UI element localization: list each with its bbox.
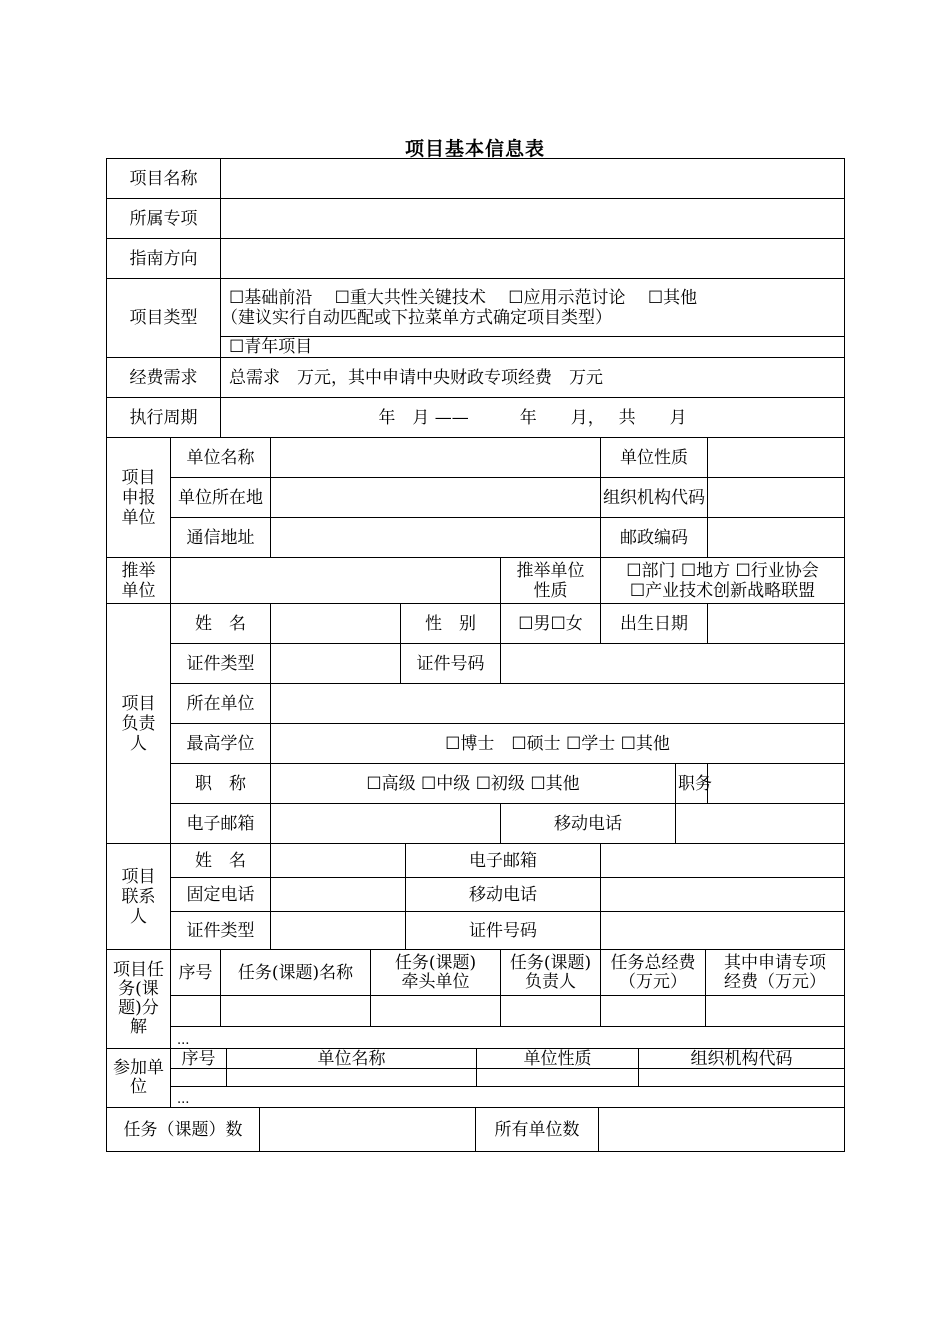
row-applicant-3 bbox=[107, 518, 845, 558]
unit-name-field[interactable] bbox=[271, 438, 601, 478]
participants-cell[interactable] bbox=[639, 1069, 845, 1087]
org-code-label: 组织机构代码 bbox=[601, 478, 708, 518]
post-label: 职务 bbox=[676, 764, 708, 804]
contact-mobile-label: 移动电话 bbox=[406, 878, 601, 912]
address-label: 通信地址 bbox=[171, 518, 271, 558]
tasks-cell[interactable] bbox=[171, 996, 221, 1027]
row-project-type bbox=[107, 279, 845, 337]
tasks-group-label: 项目任务(课题)分解 bbox=[107, 950, 171, 1049]
unit-name-label: 单位名称 bbox=[171, 438, 271, 478]
row-leader-6 bbox=[107, 804, 845, 844]
contact-id-number-label: 证件号码 bbox=[406, 912, 601, 950]
participants-cell[interactable] bbox=[477, 1069, 639, 1087]
recommend-options-line1[interactable]: ☐部门 ☐地方 ☐行业协会 bbox=[626, 560, 819, 581]
contact-id-type-field[interactable] bbox=[271, 912, 406, 950]
contact-id-type-label: 证件类型 bbox=[171, 912, 271, 950]
contact-phone-field[interactable] bbox=[271, 878, 406, 912]
row-contact-2 bbox=[107, 878, 845, 912]
degree-options[interactable]: ☐博士 ☐硕士 ☐学士 ☐其他 bbox=[271, 724, 845, 764]
project-type-label: 项目类型 bbox=[107, 279, 221, 358]
row-contact-3 bbox=[107, 912, 845, 950]
unit-count-label: 所有单位数 bbox=[476, 1108, 599, 1152]
tasks-header-4: 任务总经费（万元） bbox=[601, 950, 706, 996]
participants-header-3: 组织机构代码 bbox=[639, 1049, 845, 1069]
leader-id-number-field[interactable] bbox=[501, 644, 845, 684]
row-recommend bbox=[107, 558, 845, 604]
row-special bbox=[107, 199, 845, 239]
postcode-label: 邮政编码 bbox=[601, 518, 708, 558]
row-leader-5 bbox=[107, 764, 845, 804]
contact-mobile-field[interactable] bbox=[601, 878, 845, 912]
participants-header-2: 单位性质 bbox=[477, 1049, 639, 1069]
tasks-header-5: 其中申请专项经费（万元） bbox=[706, 950, 845, 996]
row-applicant-1 bbox=[107, 438, 845, 478]
row-leader-3 bbox=[107, 684, 845, 724]
tasks-ellipsis: ... bbox=[171, 1027, 845, 1049]
row-fund bbox=[107, 358, 845, 398]
row-applicant-2 bbox=[107, 478, 845, 518]
recommend-options-line2[interactable]: ☐产业技术创新战略联盟 bbox=[629, 580, 816, 601]
special-field[interactable] bbox=[221, 199, 845, 239]
degree-label: 最高学位 bbox=[171, 724, 271, 764]
row-contact-1 bbox=[107, 844, 845, 878]
leader-mobile-field[interactable] bbox=[676, 804, 845, 844]
form-table bbox=[106, 158, 845, 950]
youth-project-checkbox[interactable]: ☐青年项目 bbox=[221, 337, 845, 358]
contact-name-field[interactable] bbox=[271, 844, 406, 878]
gender-options[interactable]: ☐男☐女 bbox=[501, 604, 601, 644]
special-label: 所属专项 bbox=[107, 199, 221, 239]
tasks-cell[interactable] bbox=[706, 996, 845, 1027]
contact-group-label: 项目联系人 bbox=[107, 844, 171, 950]
unit-location-label: 单位所在地 bbox=[171, 478, 271, 518]
unit-nature-label: 单位性质 bbox=[601, 438, 708, 478]
participants-group-label: 参加单位 bbox=[107, 1049, 171, 1108]
leader-mobile-label: 移动电话 bbox=[501, 804, 676, 844]
row-period bbox=[107, 398, 845, 438]
leader-group-label: 项目负责人 bbox=[107, 604, 171, 844]
recommend-nature-label: 推举单位性质 bbox=[501, 558, 601, 604]
page-title: 项目基本信息表 bbox=[404, 138, 545, 160]
applicant-group-label: 项目申报单位 bbox=[107, 438, 171, 558]
recommend-label: 推举单位 bbox=[107, 558, 171, 604]
leader-email-label: 电子邮箱 bbox=[171, 804, 271, 844]
birth-field[interactable] bbox=[708, 604, 845, 644]
project-info-form bbox=[106, 158, 844, 1152]
participants-header-1: 单位名称 bbox=[227, 1049, 477, 1069]
leader-unit-label: 所在单位 bbox=[171, 684, 271, 724]
project-type-note: （建议实行自动匹配或下拉菜单方式确定项目类型） bbox=[221, 307, 612, 328]
contact-email-field[interactable] bbox=[601, 844, 845, 878]
leader-unit-field[interactable] bbox=[271, 684, 845, 724]
period-label: 执行周期 bbox=[107, 398, 221, 438]
contact-email-label: 电子邮箱 bbox=[406, 844, 601, 878]
tasks-header-row bbox=[107, 950, 845, 996]
row-leader-4 bbox=[107, 724, 845, 764]
counts-table bbox=[106, 1107, 845, 1152]
recommend-nature-options[interactable] bbox=[601, 558, 845, 604]
project-name-field[interactable] bbox=[221, 159, 845, 199]
gender-label: 性 别 bbox=[401, 604, 501, 644]
post-field[interactable] bbox=[708, 764, 845, 804]
tasks-header-2: 任务(课题)牵头单位 bbox=[371, 950, 501, 996]
leader-id-number-label: 证件号码 bbox=[401, 644, 501, 684]
leader-id-type-label: 证件类型 bbox=[171, 644, 271, 684]
participants-header-0: 序号 bbox=[171, 1049, 227, 1069]
leader-id-type-field[interactable] bbox=[271, 644, 401, 684]
participants-ellipsis-row bbox=[107, 1087, 845, 1108]
tasks-blank-row bbox=[107, 996, 845, 1027]
birth-label: 出生日期 bbox=[601, 604, 708, 644]
task-count-label: 任务（课题）数 bbox=[107, 1108, 260, 1152]
leader-name-label: 姓 名 bbox=[171, 604, 271, 644]
leader-email-field[interactable] bbox=[271, 804, 501, 844]
fund-label: 经费需求 bbox=[107, 358, 221, 398]
unit-count-field[interactable] bbox=[599, 1108, 845, 1152]
tasks-cell[interactable] bbox=[601, 996, 706, 1027]
participants-cell[interactable] bbox=[171, 1069, 227, 1087]
participants-cell[interactable] bbox=[227, 1069, 477, 1087]
period-text[interactable]: 年 月 —— 年 月， 共 月 bbox=[221, 398, 845, 438]
participants-header-row bbox=[107, 1049, 845, 1069]
fund-text[interactable]: 总需求 万元，其中申请中央财政专项经费 万元 bbox=[221, 358, 845, 398]
project-type-options[interactable] bbox=[221, 279, 845, 337]
leader-name-field[interactable] bbox=[271, 604, 401, 644]
unit-nature-field[interactable] bbox=[708, 438, 845, 478]
contact-phone-label: 固定电话 bbox=[171, 878, 271, 912]
unit-location-field[interactable] bbox=[271, 478, 601, 518]
tasks-cell[interactable] bbox=[371, 996, 501, 1027]
title-label: 职 称 bbox=[171, 764, 271, 804]
tasks-header-3: 任务(课题)负责人 bbox=[501, 950, 601, 996]
recommend-field[interactable] bbox=[171, 558, 501, 604]
tasks-header-0: 序号 bbox=[171, 950, 221, 996]
project-name-label: 项目名称 bbox=[107, 159, 221, 199]
task-count-field[interactable] bbox=[260, 1108, 476, 1152]
tasks-cell[interactable] bbox=[221, 996, 371, 1027]
tasks-table bbox=[106, 949, 845, 1049]
title-options[interactable]: ☐高级 ☐中级 ☐初级 ☐其他 bbox=[271, 764, 676, 804]
counts-row bbox=[107, 1108, 845, 1152]
row-leader-1 bbox=[107, 604, 845, 644]
org-code-field[interactable] bbox=[708, 478, 845, 518]
participants-table bbox=[106, 1048, 845, 1108]
contact-id-number-field[interactable] bbox=[601, 912, 845, 950]
tasks-cell[interactable] bbox=[501, 996, 601, 1027]
participants-ellipsis: ... bbox=[171, 1087, 845, 1108]
guide-field[interactable] bbox=[221, 239, 845, 279]
participants-blank-row bbox=[107, 1069, 845, 1087]
address-field[interactable] bbox=[271, 518, 601, 558]
contact-name-label: 姓 名 bbox=[171, 844, 271, 878]
postcode-field[interactable] bbox=[708, 518, 845, 558]
guide-label: 指南方向 bbox=[107, 239, 221, 279]
row-project-name bbox=[107, 159, 845, 199]
row-guide bbox=[107, 239, 845, 279]
row-leader-2 bbox=[107, 644, 845, 684]
project-type-line1[interactable]: ☐基础前沿 ☐重大共性关键技术 ☐应用示范讨论 ☐其他 bbox=[229, 287, 698, 308]
tasks-header-1: 任务(课题)名称 bbox=[221, 950, 371, 996]
tasks-ellipsis-row bbox=[107, 1027, 845, 1049]
